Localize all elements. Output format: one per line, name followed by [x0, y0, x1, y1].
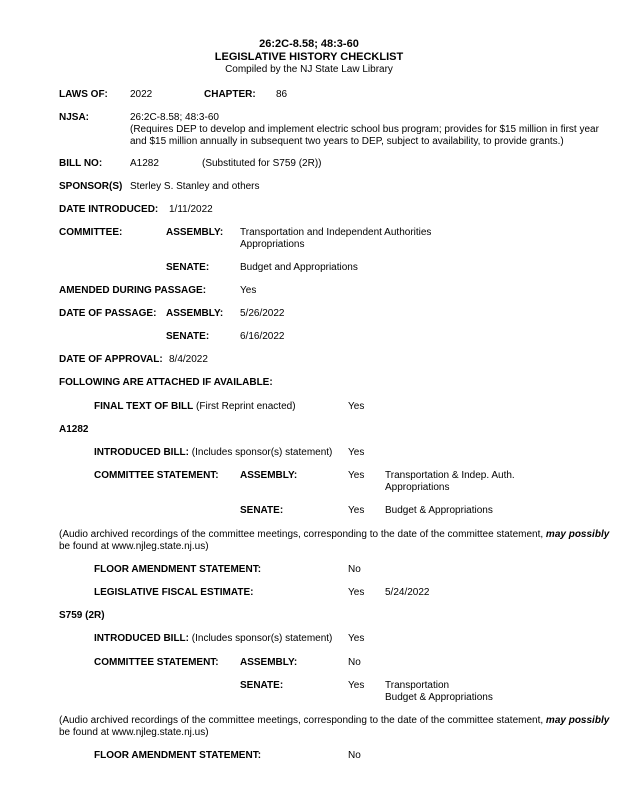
passage-senate-label: SENATE: — [166, 331, 210, 342]
a1282-senate-value: Yes — [348, 505, 365, 516]
chapter-label: CHAPTER: — [204, 89, 256, 100]
s759-introduced-note: (Includes sponsor(s) statement) — [189, 633, 333, 644]
a1282-introduced-row — [94, 447, 332, 459]
s759-committee-label: COMMITTEE STATEMENT: — [94, 657, 219, 668]
s759-assembly-label: ASSEMBLY: — [240, 657, 298, 668]
a1282-audio-line1 — [59, 529, 609, 541]
a1282-introduced-note: (Includes sponsor(s) statement) — [189, 447, 333, 458]
a1282-introduced-value: Yes — [348, 447, 365, 458]
a1282-fiscal-value: Yes — [348, 587, 365, 598]
date-of-passage-label: DATE OF PASSAGE: — [59, 308, 157, 319]
bill-no-value: A1282 — [130, 158, 159, 169]
a1282-floor-value: No — [348, 564, 361, 575]
passage-assembly-label: ASSEMBLY: — [166, 308, 224, 319]
bill-substituted: (Substituted for S759 (2R)) — [202, 158, 322, 169]
s759-audio-text: (Audio archived recordings of the committee meetings, corresponding to the date of the committee statement, — [59, 715, 546, 726]
date-of-approval-label: DATE OF APPROVAL: — [59, 354, 163, 365]
laws-of-label: LAWS OF: — [59, 89, 108, 100]
final-text-value: Yes — [348, 401, 365, 412]
a1282-introduced-label: INTRODUCED BILL: — [94, 447, 189, 458]
s759-introduced-label: INTRODUCED BILL: — [94, 633, 189, 644]
committee-label: COMMITTEE: — [59, 227, 123, 238]
a1282-fiscal-date: 5/24/2022 — [385, 587, 430, 598]
attachments-heading: FOLLOWING ARE ATTACHED IF AVAILABLE: — [59, 377, 273, 388]
njsa-label: NJSA: — [59, 112, 90, 123]
s759-assembly-value: No — [348, 657, 361, 668]
final-text-label: FINAL TEXT OF BILL — [94, 401, 194, 412]
committee-assembly-line1: Transportation and Independent Authorities — [240, 227, 432, 238]
s759-introduced-value: Yes — [348, 633, 365, 644]
sponsor-value: Sterley S. Stanley and others — [130, 181, 260, 192]
page-title: LEGISLATIVE HISTORY CHECKLIST — [214, 51, 404, 63]
a1282-assembly-note-line2: Appropriations — [385, 482, 450, 493]
a1282-audio-line2: be found at www.njleg.state.nj.us) — [59, 541, 209, 552]
bill-no-label: BILL NO: — [59, 158, 103, 169]
s759-senate-label: SENATE: — [240, 680, 284, 691]
a1282-fiscal-label: LEGISLATIVE FISCAL ESTIMATE: — [94, 587, 254, 598]
a1282-assembly-label: ASSEMBLY: — [240, 470, 298, 481]
njsa-description-line2: and $15 million annually in subsequent two years to DEP, subject to availability, to provide grants.) — [130, 136, 564, 147]
s759-senate-note-line2: Budget & Appropriations — [385, 692, 493, 703]
sponsor-label: SPONSOR(S) — [59, 181, 123, 192]
a1282-assembly-note-line1: Transportation & Indep. Auth. — [385, 470, 515, 481]
s759-senate-value: Yes — [348, 680, 365, 691]
a1282-audio-emphasis: may possibly — [545, 529, 610, 540]
amended-value: Yes — [240, 285, 257, 296]
final-text-row — [94, 401, 296, 413]
final-text-note: (First Reprint enacted) — [193, 401, 296, 412]
amended-label: AMENDED DURING PASSAGE: — [59, 285, 207, 296]
a1282-assembly-value: Yes — [348, 470, 365, 481]
passage-assembly-value: 5/26/2022 — [240, 308, 285, 319]
s759-audio-line1 — [59, 715, 609, 727]
committee-assembly-label: ASSEMBLY: — [166, 227, 224, 238]
a1282-audio-text: (Audio archived recordings of the committee meetings, corresponding to the date of the committee statement, — [59, 529, 546, 540]
date-introduced-value: 1/11/2022 — [169, 204, 213, 215]
s759-audio-emphasis: may possibly — [545, 715, 610, 726]
s759-introduced-row — [94, 633, 332, 645]
committee-assembly-line2: Appropriations — [240, 239, 305, 250]
s759-floor-label: FLOOR AMENDMENT STATEMENT: — [94, 750, 262, 761]
committee-senate-label: SENATE: — [166, 262, 210, 273]
a1282-senate-label: SENATE: — [240, 505, 284, 516]
a1282-committee-label: COMMITTEE STATEMENT: — [94, 470, 219, 481]
chapter-value: 86 — [276, 89, 288, 100]
s759-audio-line2: be found at www.njleg.state.nj.us) — [59, 727, 209, 738]
a1282-senate-note: Budget & Appropriations — [385, 505, 493, 516]
a1282-heading: A1282 — [59, 424, 89, 435]
laws-of-value: 2022 — [130, 89, 153, 100]
s759-senate-note-line1: Transportation — [385, 680, 450, 691]
s759-heading: S759 (2R) — [59, 610, 105, 621]
njsa-value: 26:2C-8.58; 48:3-60 — [130, 112, 219, 123]
date-introduced-label: DATE INTRODUCED: — [59, 204, 159, 215]
committee-senate-value: Budget and Appropriations — [240, 262, 358, 273]
passage-senate-value: 6/16/2022 — [240, 331, 285, 342]
date-of-approval-value: 8/4/2022 — [169, 354, 208, 365]
njsa-description-line1: (Requires DEP to develop and implement electric school bus program; provides for $15 million in first year — [130, 124, 599, 135]
a1282-floor-label: FLOOR AMENDMENT STATEMENT: — [94, 564, 262, 575]
s759-floor-value: No — [348, 750, 361, 761]
citation-heading: 26:2C-8.58; 48:3-60 — [259, 38, 359, 50]
page-subtitle: Compiled by the NJ State Law Library — [225, 64, 393, 75]
